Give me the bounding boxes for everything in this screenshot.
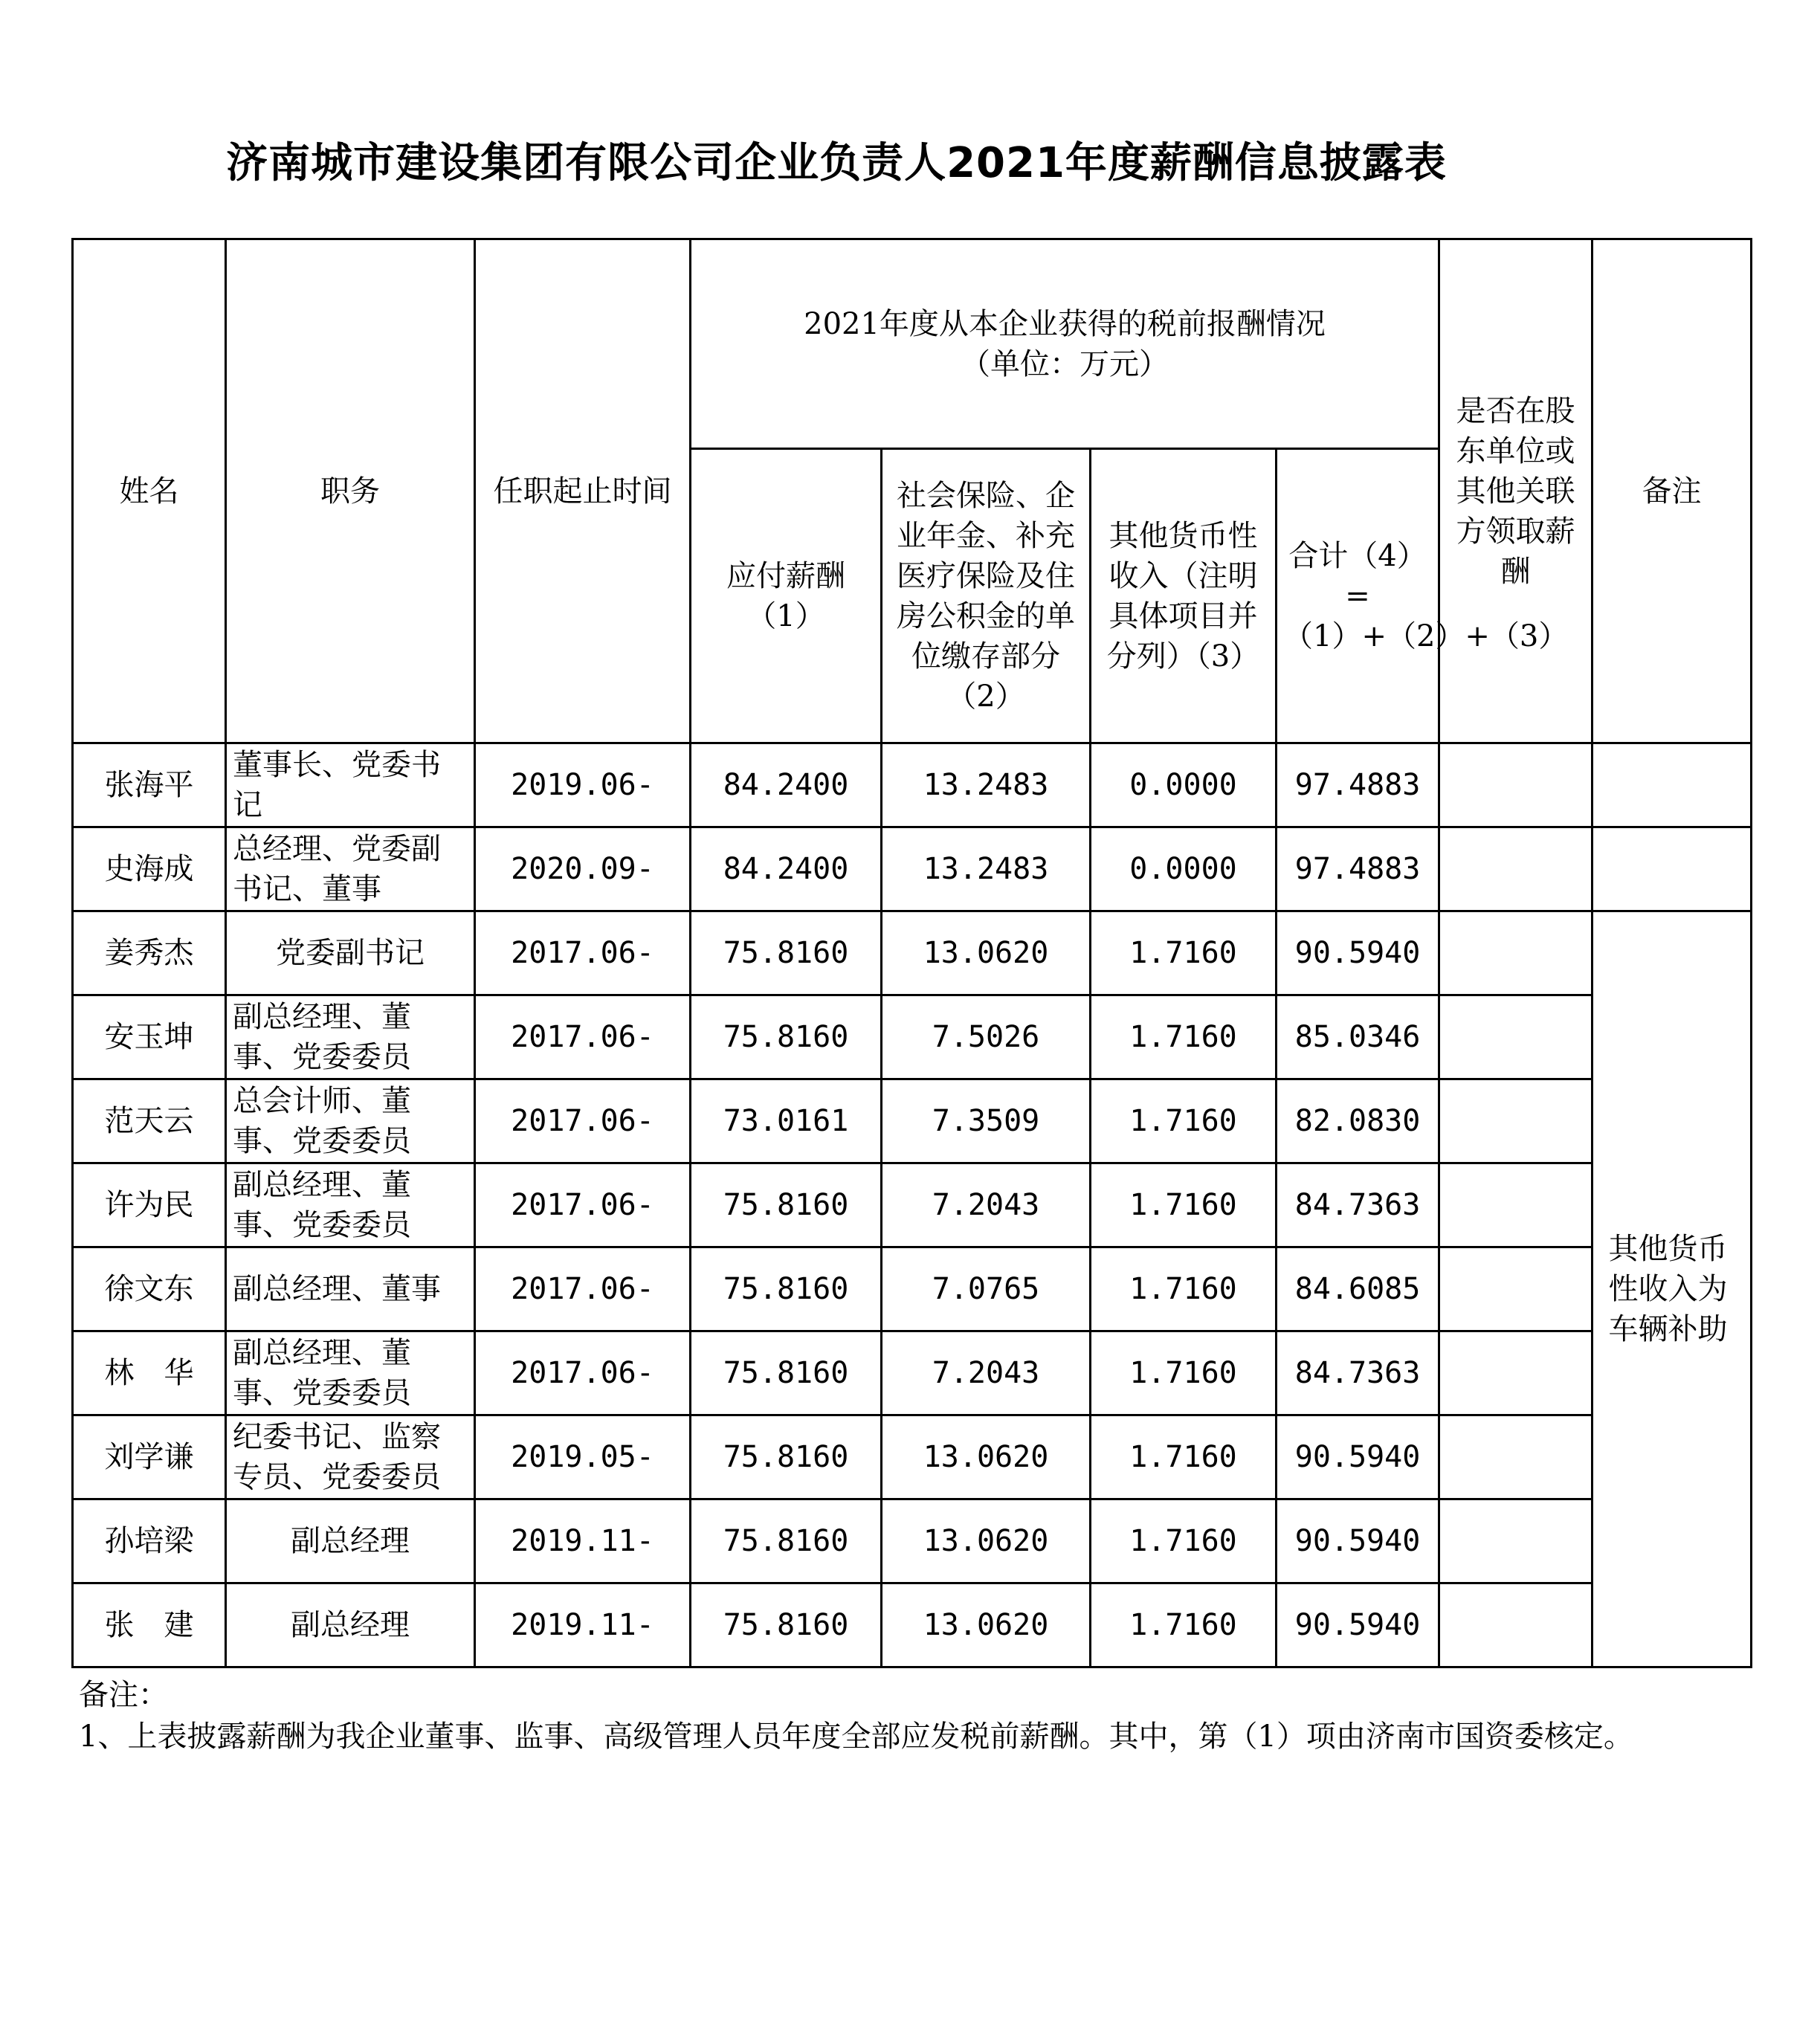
header-pay-group bbox=[691, 239, 1439, 449]
cell-other-income: 1.7160 bbox=[1091, 1079, 1277, 1163]
cell-shareholder bbox=[1439, 1163, 1592, 1247]
cell-position: 副总经理、董事、党委委员 bbox=[226, 1163, 475, 1247]
table-row bbox=[73, 995, 1752, 1079]
cell-position: 副总经理 bbox=[226, 1499, 475, 1583]
cell-shareholder bbox=[1439, 827, 1592, 911]
table-row bbox=[73, 1331, 1752, 1415]
cell-shareholder bbox=[1439, 995, 1592, 1079]
cell-insurance: 13.0620 bbox=[882, 1583, 1091, 1667]
table-row bbox=[73, 911, 1752, 995]
cell-term: 2019.06- bbox=[475, 743, 691, 827]
cell-other-income: 1.7160 bbox=[1091, 1583, 1277, 1667]
cell-total: 85.0346 bbox=[1277, 995, 1439, 1079]
cell-total: 84.6085 bbox=[1277, 1247, 1439, 1331]
cell-other-income: 1.7160 bbox=[1091, 995, 1277, 1079]
cell-name: 范天云 bbox=[73, 1079, 226, 1163]
cell-name: 徐文东 bbox=[73, 1247, 226, 1331]
page-title: 济南城市建设集团有限公司企业负责人2021年度薪酬信息披露表 bbox=[226, 139, 1447, 187]
salary-table bbox=[71, 238, 1752, 1668]
cell-insurance: 13.0620 bbox=[882, 1499, 1091, 1583]
cell-position: 总会计师、董事、党委委员 bbox=[226, 1079, 475, 1163]
cell-shareholder bbox=[1439, 1331, 1592, 1415]
cell-payable: 75.8160 bbox=[691, 1247, 882, 1331]
cell-remarks bbox=[1592, 827, 1752, 911]
cell-shareholder bbox=[1439, 911, 1592, 995]
header-position: 职务 bbox=[226, 239, 475, 743]
table-row bbox=[73, 1415, 1752, 1499]
notes-label: 备注： bbox=[79, 1678, 168, 1712]
cell-total: 82.0830 bbox=[1277, 1079, 1439, 1163]
cell-total: 84.7363 bbox=[1277, 1331, 1439, 1415]
cell-name: 许为民 bbox=[73, 1163, 226, 1247]
cell-other-income: 0.0000 bbox=[1091, 743, 1277, 827]
cell-term: 2019.11- bbox=[475, 1583, 691, 1667]
cell-total: 90.5940 bbox=[1277, 911, 1439, 995]
cell-term: 2017.06- bbox=[475, 911, 691, 995]
cell-term: 2017.06- bbox=[475, 1163, 691, 1247]
cell-name: 刘学谦 bbox=[73, 1415, 226, 1499]
cell-position: 副总经理 bbox=[226, 1583, 475, 1667]
cell-payable: 75.8160 bbox=[691, 1415, 882, 1499]
cell-payable: 75.8160 bbox=[691, 1331, 882, 1415]
cell-payable: 75.8160 bbox=[691, 1499, 882, 1583]
table-row bbox=[73, 827, 1752, 911]
cell-shareholder bbox=[1439, 743, 1592, 827]
cell-name: 安玉坤 bbox=[73, 995, 226, 1079]
cell-shareholder bbox=[1439, 1079, 1592, 1163]
table-row bbox=[73, 1247, 1752, 1331]
cell-insurance: 7.0765 bbox=[882, 1247, 1091, 1331]
cell-total: 90.5940 bbox=[1277, 1415, 1439, 1499]
header-shareholder: 是否在股东单位或其他关联方领取薪酬 bbox=[1439, 239, 1592, 743]
cell-remarks bbox=[1592, 743, 1752, 827]
cell-insurance: 7.5026 bbox=[882, 995, 1091, 1079]
cell-shareholder bbox=[1439, 1415, 1592, 1499]
cell-shareholder bbox=[1439, 1247, 1592, 1331]
cell-other-income: 1.7160 bbox=[1091, 1163, 1277, 1247]
cell-name: 史海成 bbox=[73, 827, 226, 911]
table-row bbox=[73, 743, 1752, 827]
cell-payable: 75.8160 bbox=[691, 911, 882, 995]
header-total: 合计（4）=（1）+（2）+（3） bbox=[1277, 449, 1439, 743]
cell-insurance: 13.2483 bbox=[882, 743, 1091, 827]
notes bbox=[79, 1674, 1640, 1757]
notes-line1: 1、上表披露薪酬为我企业董事、监事、高级管理人员年度全部应发税前薪酬。其中，第（1）项由济南市国资委核定。 bbox=[79, 1720, 1633, 1754]
cell-position: 党委副书记 bbox=[226, 911, 475, 995]
header-pay-group-line1: 2021年度从本企业获得的税前报酬情况 bbox=[804, 306, 1326, 341]
cell-payable: 75.8160 bbox=[691, 1163, 882, 1247]
cell-insurance: 7.2043 bbox=[882, 1331, 1091, 1415]
cell-position: 副总经理、董事、党委委员 bbox=[226, 1331, 475, 1415]
cell-other-income: 1.7160 bbox=[1091, 1499, 1277, 1583]
header-pay-group-line2: （单位：万元） bbox=[961, 346, 1169, 381]
cell-insurance: 13.2483 bbox=[882, 827, 1091, 911]
cell-term: 2017.06- bbox=[475, 995, 691, 1079]
cell-term: 2017.06- bbox=[475, 1247, 691, 1331]
cell-term: 2019.05- bbox=[475, 1415, 691, 1499]
cell-total: 97.4883 bbox=[1277, 743, 1439, 827]
cell-position: 总经理、党委副书记、董事 bbox=[226, 827, 475, 911]
cell-name: 林 华 bbox=[73, 1331, 226, 1415]
cell-position: 纪委书记、监察专员、党委委员 bbox=[226, 1415, 475, 1499]
table-row bbox=[73, 1079, 1752, 1163]
header-insurance: 社会保险、企业年金、补充医疗保险及住房公积金的单位缴存部分（2） bbox=[882, 449, 1091, 743]
merged-remark-text: 其他货币性收入为车辆补助 bbox=[1608, 1232, 1728, 1346]
cell-other-income: 1.7160 bbox=[1091, 911, 1277, 995]
cell-payable: 84.2400 bbox=[691, 827, 882, 911]
cell-total: 90.5940 bbox=[1277, 1499, 1439, 1583]
cell-other-income: 1.7160 bbox=[1091, 1331, 1277, 1415]
cell-name: 张 建 bbox=[73, 1583, 226, 1667]
cell-position: 董事长、党委书记 bbox=[226, 743, 475, 827]
cell-total: 97.4883 bbox=[1277, 827, 1439, 911]
cell-name: 张海平 bbox=[73, 743, 226, 827]
cell-total: 90.5940 bbox=[1277, 1583, 1439, 1667]
cell-term: 2017.06- bbox=[475, 1331, 691, 1415]
cell-position: 副总经理、董事 bbox=[226, 1247, 475, 1331]
cell-shareholder bbox=[1439, 1499, 1592, 1583]
cell-term: 2020.09- bbox=[475, 827, 691, 911]
header-remarks: 备注 bbox=[1592, 239, 1752, 743]
header-other-income: 其他货币性收入（注明具体项目并分列）（3） bbox=[1091, 449, 1277, 743]
cell-insurance: 7.2043 bbox=[882, 1163, 1091, 1247]
table-row bbox=[73, 1163, 1752, 1247]
header-term: 任职起止时间 bbox=[475, 239, 691, 743]
cell-payable: 84.2400 bbox=[691, 743, 882, 827]
table-row bbox=[73, 1499, 1752, 1583]
cell-position: 副总经理、董事、党委委员 bbox=[226, 995, 475, 1079]
cell-term: 2019.11- bbox=[475, 1499, 691, 1583]
cell-total: 84.7363 bbox=[1277, 1163, 1439, 1247]
cell-shareholder bbox=[1439, 1583, 1592, 1667]
cell-insurance: 13.0620 bbox=[882, 911, 1091, 995]
cell-name: 姜秀杰 bbox=[73, 911, 226, 995]
cell-term: 2017.06- bbox=[475, 1079, 691, 1163]
cell-other-income: 1.7160 bbox=[1091, 1247, 1277, 1331]
header-payable: 应付薪酬（1） bbox=[691, 449, 882, 743]
cell-other-income: 1.7160 bbox=[1091, 1415, 1277, 1499]
cell-payable: 75.8160 bbox=[691, 995, 882, 1079]
cell-payable: 75.8160 bbox=[691, 1583, 882, 1667]
merged-remark bbox=[1592, 911, 1752, 1667]
cell-payable: 73.0161 bbox=[691, 1079, 882, 1163]
header-row-1 bbox=[73, 239, 1752, 449]
table-row bbox=[73, 1583, 1752, 1667]
cell-other-income: 0.0000 bbox=[1091, 827, 1277, 911]
cell-insurance: 7.3509 bbox=[882, 1079, 1091, 1163]
header-name: 姓名 bbox=[73, 239, 226, 743]
cell-insurance: 13.0620 bbox=[882, 1415, 1091, 1499]
cell-name: 孙培梁 bbox=[73, 1499, 226, 1583]
